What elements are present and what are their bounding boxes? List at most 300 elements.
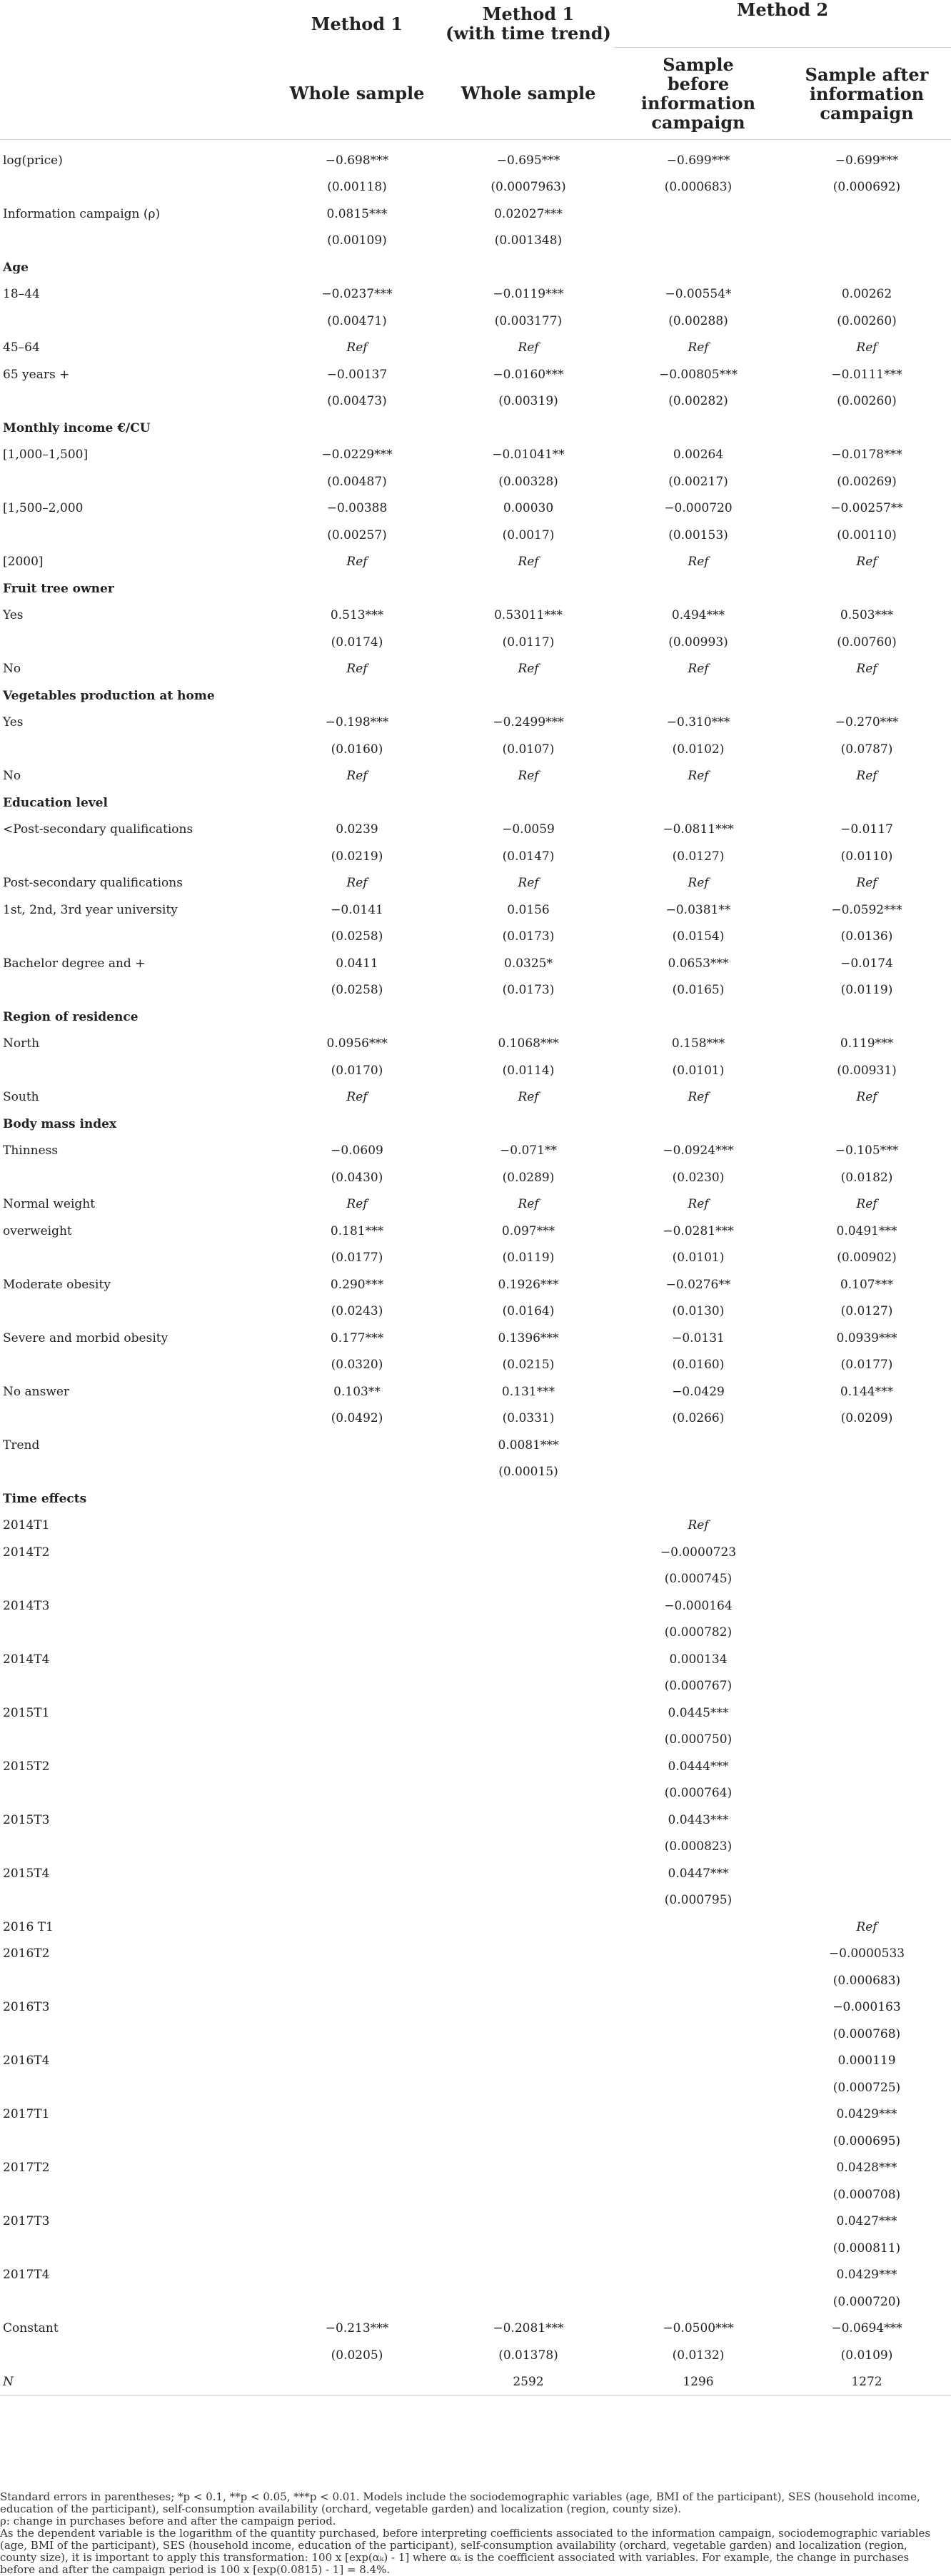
cell-col3: −0.000164	[664, 1598, 733, 1613]
row-label	[0, 228, 271, 255]
cell-col4: (0.0127)	[840, 1304, 893, 1319]
row-label	[0, 1566, 271, 1593]
section-label: Body mass index	[3, 1116, 117, 1131]
table-row	[0, 228, 951, 255]
cell-col2: (0.0119)	[502, 1251, 555, 1266]
cell-col3	[614, 1004, 783, 1031]
cell-col1	[271, 1780, 443, 1807]
row-label: 2015T4	[3, 1866, 50, 1881]
table-row	[0, 1378, 951, 1405]
header-col3: Sample before information campaign	[614, 48, 783, 140]
cell-col2: (0.0147)	[502, 849, 555, 864]
cell-col2: (0.0017)	[502, 527, 555, 542]
cell-col2: 0.0325*	[504, 956, 553, 971]
table-row	[0, 1352, 951, 1379]
cell-col4: −0.270***	[835, 715, 899, 730]
cell-col3: −0.310***	[666, 715, 730, 730]
cell-col3: (0.000795)	[664, 1893, 733, 1908]
table-row	[0, 602, 951, 630]
cell-col1	[271, 1941, 443, 1968]
cell-col4	[783, 682, 951, 709]
cell-col3	[614, 2235, 783, 2262]
cell-col2: Ref	[518, 1197, 539, 1212]
row-label	[0, 2181, 271, 2208]
cell-col4: 0.0939***	[836, 1330, 897, 1345]
cell-col3: 0.0447***	[668, 1866, 729, 1881]
cell-col2: −0.071**	[500, 1143, 557, 1158]
cell-col4: 0.0491***	[836, 1223, 897, 1238]
cell-col1: (0.00471)	[327, 313, 387, 328]
cell-col1	[271, 415, 443, 442]
cell-col4: 0.144***	[840, 1384, 894, 1399]
row-label: 2014T3	[3, 1598, 50, 1613]
table-row	[0, 950, 951, 977]
cell-col4: (0.0209)	[840, 1411, 893, 1426]
section-label: Age	[3, 260, 29, 275]
row-label: 2014T4	[3, 1652, 50, 1667]
cell-col2	[443, 2208, 614, 2236]
cell-col3	[614, 575, 783, 602]
row-label: [2000]	[3, 555, 44, 570]
table-row	[0, 817, 951, 844]
cell-col4: (0.0110)	[840, 849, 893, 864]
table-row	[0, 2342, 951, 2369]
cell-col3: (0.000683)	[664, 180, 733, 195]
row-label: Yes	[3, 715, 24, 730]
cell-col1: (0.0177)	[331, 1251, 383, 1266]
cell-col3: (0.00288)	[668, 313, 728, 328]
cell-col3: −0.0381**	[665, 902, 731, 917]
table-row	[0, 2101, 951, 2128]
cell-col4: (0.00260)	[837, 313, 897, 328]
table-row	[0, 495, 951, 522]
cell-col1: Ref	[346, 876, 368, 891]
table-row	[0, 2074, 951, 2101]
table-row	[0, 2208, 951, 2236]
cell-col1	[271, 1111, 443, 1138]
cell-col4: −0.0174	[840, 956, 893, 971]
cell-col3	[614, 1432, 783, 1459]
table-row	[0, 2235, 951, 2262]
cell-col3: (0.0127)	[672, 849, 725, 864]
table-row	[0, 1994, 951, 2021]
cell-col3: Ref	[688, 662, 709, 677]
cell-col2	[443, 2021, 614, 2048]
section-row	[0, 682, 951, 709]
cell-col3	[614, 2181, 783, 2208]
table-row	[0, 1459, 951, 1486]
cell-col2	[443, 1887, 614, 1914]
cell-col2	[443, 2048, 614, 2075]
section-row	[0, 415, 951, 442]
cell-col3	[614, 2101, 783, 2128]
cell-col3: Ref	[688, 769, 709, 784]
table-row	[0, 1325, 951, 1352]
cell-col3: (0.0130)	[672, 1304, 725, 1319]
cell-col3: −0.0500***	[663, 2321, 734, 2336]
table-row	[0, 1031, 951, 1058]
cell-col1: (0.0430)	[331, 1170, 383, 1185]
cell-col4: (0.000725)	[832, 2080, 901, 2095]
table-row	[0, 736, 951, 763]
row-label: South	[3, 1090, 39, 1105]
cell-col2: −0.2499***	[493, 715, 564, 730]
row-label: Post-secondary qualifications	[3, 876, 183, 891]
cell-col4	[783, 1780, 951, 1807]
cell-col2	[443, 682, 614, 709]
cell-col3: (0.000764)	[664, 1786, 733, 1801]
row-label: Severe and morbid obesity	[3, 1330, 168, 1345]
cell-col3: (0.0230)	[672, 1170, 725, 1185]
header-blank	[0, 0, 271, 48]
row-label: No answer	[3, 1384, 70, 1399]
table-row	[0, 1191, 951, 1218]
table-row	[0, 2315, 951, 2343]
cell-col4	[783, 1512, 951, 1540]
cell-col2: −0.0059	[502, 822, 555, 837]
cell-col3: (0.000745)	[664, 1572, 733, 1587]
row-label: 2016T3	[3, 2000, 50, 2015]
cell-col3	[614, 1994, 783, 2021]
cell-col2: −0.01041**	[492, 448, 565, 463]
row-label	[0, 1967, 271, 1994]
table-row	[0, 1432, 951, 1459]
cell-col2	[443, 1004, 614, 1031]
row-label: Thinness	[3, 1143, 59, 1158]
cell-col4	[783, 1432, 951, 1459]
cell-col4: 0.0427***	[836, 2214, 897, 2229]
cell-col3: (0.0101)	[672, 1063, 725, 1078]
row-label: Moderate obesity	[3, 1277, 111, 1292]
row-label	[0, 1834, 271, 1861]
row-label: Information campaign (ρ)	[3, 206, 161, 221]
cell-col1	[271, 1753, 443, 1780]
cell-col3	[614, 2208, 783, 2236]
cell-col4: (0.00260)	[837, 394, 897, 409]
row-label: Bachelor degree and +	[3, 956, 146, 971]
cell-col1	[271, 789, 443, 817]
cell-col1: (0.0170)	[331, 1063, 383, 1078]
cell-col3: (0.0160)	[672, 1358, 725, 1373]
cell-col2	[443, 1834, 614, 1861]
row-label	[0, 2128, 271, 2155]
table-row	[0, 2155, 951, 2182]
cell-col4: Ref	[856, 1197, 877, 1212]
cell-col1: (0.00118)	[327, 180, 387, 195]
cell-col4: −0.0111***	[831, 367, 902, 382]
cell-col3: (0.00993)	[668, 635, 728, 650]
cell-col2	[443, 1620, 614, 1647]
cell-col1	[271, 2155, 443, 2182]
cell-col1: (0.00487)	[327, 474, 387, 489]
cell-col2	[443, 1753, 614, 1780]
cell-col3: (0.000782)	[664, 1625, 733, 1640]
row-label: 45–64	[3, 340, 40, 355]
cell-col2: (0.001348)	[494, 233, 563, 248]
table-row	[0, 2369, 951, 2396]
cell-col2	[443, 1673, 614, 1700]
section-row	[0, 254, 951, 281]
table-row	[0, 1298, 951, 1325]
cell-col2: (0.00319)	[498, 394, 558, 409]
table-row	[0, 442, 951, 469]
cell-col4	[783, 1646, 951, 1673]
row-label: 2017T1	[3, 2107, 50, 2122]
cell-col1	[271, 2181, 443, 2208]
cell-col3	[614, 1967, 783, 1994]
cell-col3: 0.0653***	[668, 956, 729, 971]
cell-col1: 0.103**	[333, 1384, 381, 1399]
table-row	[0, 2262, 951, 2289]
section-row	[0, 1485, 951, 1512]
table-row	[0, 656, 951, 683]
table-row	[0, 2288, 951, 2315]
cell-col3: −0.0131	[672, 1330, 725, 1345]
cell-col1	[271, 1699, 443, 1727]
table-row	[0, 1860, 951, 1887]
cell-col3: (0.0102)	[672, 742, 725, 757]
cell-col3: −0.00554*	[665, 287, 732, 302]
cell-col3: (0.000750)	[664, 1732, 733, 1747]
cell-col2	[443, 2074, 614, 2101]
cell-col3: (0.0154)	[672, 929, 725, 944]
cell-col4: −0.0592***	[831, 902, 902, 917]
table-row	[0, 1807, 951, 1834]
table-row	[0, 1967, 951, 1994]
cell-col2: (0.0117)	[502, 635, 555, 650]
cell-col3: 0.00264	[673, 448, 724, 463]
cell-col2: (0.0215)	[502, 1358, 555, 1373]
cell-col3: −0.0924***	[663, 1143, 734, 1158]
cell-col1: Ref	[346, 340, 368, 355]
cell-col4	[783, 1620, 951, 1647]
cell-col2: 0.1926***	[498, 1277, 559, 1292]
cell-col3	[614, 2262, 783, 2289]
header-method2: Method 2	[614, 0, 951, 48]
cell-col2	[443, 2128, 614, 2155]
table-row	[0, 174, 951, 201]
cell-col2	[443, 789, 614, 817]
row-label	[0, 1887, 271, 1914]
cell-col4: 0.503***	[840, 608, 894, 623]
table-row	[0, 763, 951, 790]
table-row	[0, 1057, 951, 1084]
cell-col3: (0.0266)	[672, 1411, 725, 1426]
cell-col3	[614, 228, 783, 255]
cell-col4	[783, 1673, 951, 1700]
cell-col1: (0.00257)	[327, 527, 387, 542]
table-row	[0, 308, 951, 335]
cell-col4	[783, 1860, 951, 1887]
row-label	[0, 1727, 271, 1754]
cell-col1: −0.0237***	[321, 287, 393, 302]
cell-col1: −0.213***	[325, 2321, 389, 2336]
cell-col4	[783, 1807, 951, 1834]
cell-col1	[271, 1834, 443, 1861]
cell-col3: (0.000767)	[664, 1679, 733, 1694]
cell-col1	[271, 1994, 443, 2021]
row-label	[0, 2288, 271, 2315]
row-label: 18–44	[3, 287, 40, 302]
table-row	[0, 1620, 951, 1647]
table-row	[0, 1566, 951, 1593]
cell-col4	[783, 1887, 951, 1914]
section-row	[0, 575, 951, 602]
cell-col1	[271, 1512, 443, 1540]
cell-col1	[271, 1727, 443, 1754]
cell-col2: 0.53011***	[494, 608, 563, 623]
cell-col4	[783, 789, 951, 817]
table-row	[0, 1245, 951, 1272]
row-label: 2015T1	[3, 1705, 50, 1720]
cell-col1: 0.177***	[330, 1330, 384, 1345]
cell-col2	[443, 1485, 614, 1512]
cell-col1: (0.0160)	[331, 742, 383, 757]
cell-col3	[614, 2021, 783, 2048]
cell-col2	[443, 1512, 614, 1540]
cell-col3	[614, 1941, 783, 1968]
cell-col2: 0.02027***	[494, 206, 563, 221]
cell-col2: (0.00015)	[498, 1465, 558, 1480]
table-row	[0, 2128, 951, 2155]
cell-col1	[271, 2369, 443, 2396]
cell-col1	[271, 2074, 443, 2101]
cell-col3: −0.0276**	[665, 1277, 731, 1292]
table-header	[0, 0, 951, 140]
cell-col2: (0.0289)	[502, 1170, 555, 1185]
cell-col4	[783, 254, 951, 281]
cell-col2	[443, 1941, 614, 1968]
cell-col1	[271, 682, 443, 709]
cell-col2	[443, 2262, 614, 2289]
cell-col1: −0.00388	[326, 501, 388, 516]
cell-col4	[783, 1592, 951, 1620]
cell-col2: (0.0331)	[502, 1411, 555, 1426]
table-row	[0, 1164, 951, 1191]
row-label: Yes	[3, 608, 24, 623]
cell-col1: (0.0492)	[331, 1411, 383, 1426]
cell-col1	[271, 2101, 443, 2128]
cell-col2: 0.1068***	[498, 1036, 559, 1051]
table-row	[0, 468, 951, 495]
cell-col2	[443, 1592, 614, 1620]
cell-col1: 0.0956***	[326, 1036, 388, 1051]
cell-col4: (0.0136)	[840, 929, 893, 944]
cell-col2	[443, 2181, 614, 2208]
cell-col3: (0.00153)	[668, 527, 728, 542]
cell-col1: Ref	[346, 555, 368, 570]
cell-col2: Ref	[518, 340, 539, 355]
row-label: 2015T2	[3, 1759, 50, 1774]
table-row	[0, 1753, 951, 1780]
row-label: overweight	[3, 1223, 72, 1238]
table-row	[0, 1941, 951, 1968]
cell-col3: 0.494***	[671, 608, 725, 623]
cell-col4: Ref	[856, 1919, 877, 1934]
header-blank-2	[0, 48, 271, 140]
row-label	[0, 843, 271, 870]
cell-col4: (0.0177)	[840, 1358, 893, 1373]
cell-col4: 0.0428***	[836, 2161, 897, 2176]
table-row	[0, 1914, 951, 1941]
cell-col4	[783, 1699, 951, 1727]
cell-col1: 0.0815***	[326, 206, 388, 221]
cell-col1	[271, 1620, 443, 1647]
table-row	[0, 1780, 951, 1807]
cell-col2: (0.0173)	[502, 929, 555, 944]
cell-col1	[271, 1004, 443, 1031]
row-label	[0, 388, 271, 415]
cell-col3: −0.0429	[672, 1384, 725, 1399]
cell-col2: 0.097***	[501, 1223, 555, 1238]
cell-col2	[443, 1994, 614, 2021]
cell-col1	[271, 1459, 443, 1486]
cell-col3	[614, 1485, 783, 1512]
row-label	[0, 1459, 271, 1486]
cell-col4: 0.119***	[840, 1036, 894, 1051]
row-label: No	[3, 769, 21, 784]
cell-col1: Ref	[346, 769, 368, 784]
cell-col2	[443, 415, 614, 442]
cell-col2	[443, 2101, 614, 2128]
row-label	[0, 2074, 271, 2101]
row-label: 2014T2	[3, 1545, 50, 1560]
cell-col2: −0.0119***	[493, 287, 564, 302]
cell-col1	[271, 254, 443, 281]
cell-col2: 0.131***	[501, 1384, 555, 1399]
cell-col4: (0.00269)	[837, 474, 897, 489]
row-label	[0, 1352, 271, 1379]
table-row	[0, 1699, 951, 1727]
cell-col1: 0.0239	[336, 822, 378, 837]
table-row	[0, 1271, 951, 1298]
header-col2: Whole sample	[443, 48, 614, 140]
cell-col1: −0.0609	[331, 1143, 383, 1158]
cell-col2: Ref	[518, 555, 539, 570]
cell-col3	[614, 682, 783, 709]
cell-col3: −0.00805***	[658, 367, 738, 382]
cell-col3: (0.0101)	[672, 1251, 725, 1266]
cell-col2: Ref	[518, 769, 539, 784]
row-label	[0, 1673, 271, 1700]
row-label: Trend	[3, 1438, 40, 1453]
table-row	[0, 281, 951, 308]
row-label	[0, 629, 271, 656]
section-label: Vegetables production at home	[3, 688, 215, 703]
cell-col2: (0.00328)	[498, 474, 558, 489]
cell-col1	[271, 2208, 443, 2236]
row-label: 2015T3	[3, 1812, 50, 1827]
row-label: 2017T4	[3, 2268, 50, 2283]
cell-col3: Ref	[688, 1518, 709, 1533]
cell-col1: (0.0219)	[331, 849, 383, 864]
header-col1: Whole sample	[271, 48, 443, 140]
cell-col2: (0.0164)	[502, 1304, 555, 1319]
cell-col1: −0.698***	[325, 153, 389, 168]
note-rho: ρ: change in purchases before and after the campaign period.	[0, 2515, 336, 2527]
cell-col4: −0.000163	[832, 2000, 901, 2015]
cell-col2: 2592	[443, 2369, 614, 2396]
cell-col4: −0.105***	[835, 1143, 899, 1158]
cell-col3	[614, 2155, 783, 2182]
table-row	[0, 549, 951, 576]
note-transformation: As the dependent variable is the logarithm of the quantity purchased, before interpreting coefficients associated to the information campaign, sociodemographic variables (age, BMI of the participant), SES (household income, education of the participant), self-consumption availability (orchard, vegetable garden) and localization (region, county size), it is important to apply this transformation: 100 x [exp(αₖ) - 1] where αₖ is the coefficient associated with variables. For example, the change in purchases before and after the campaign period is 100 x [exp(0.0815) - 1] = 8.4%.	[0, 2527, 931, 2576]
table-row	[0, 629, 951, 656]
table-row	[0, 843, 951, 870]
header-method1-trend: Method 1 (with time trend)	[446, 4, 611, 44]
cell-col1	[271, 1967, 443, 1994]
cell-col3: (0.000823)	[664, 1839, 733, 1854]
